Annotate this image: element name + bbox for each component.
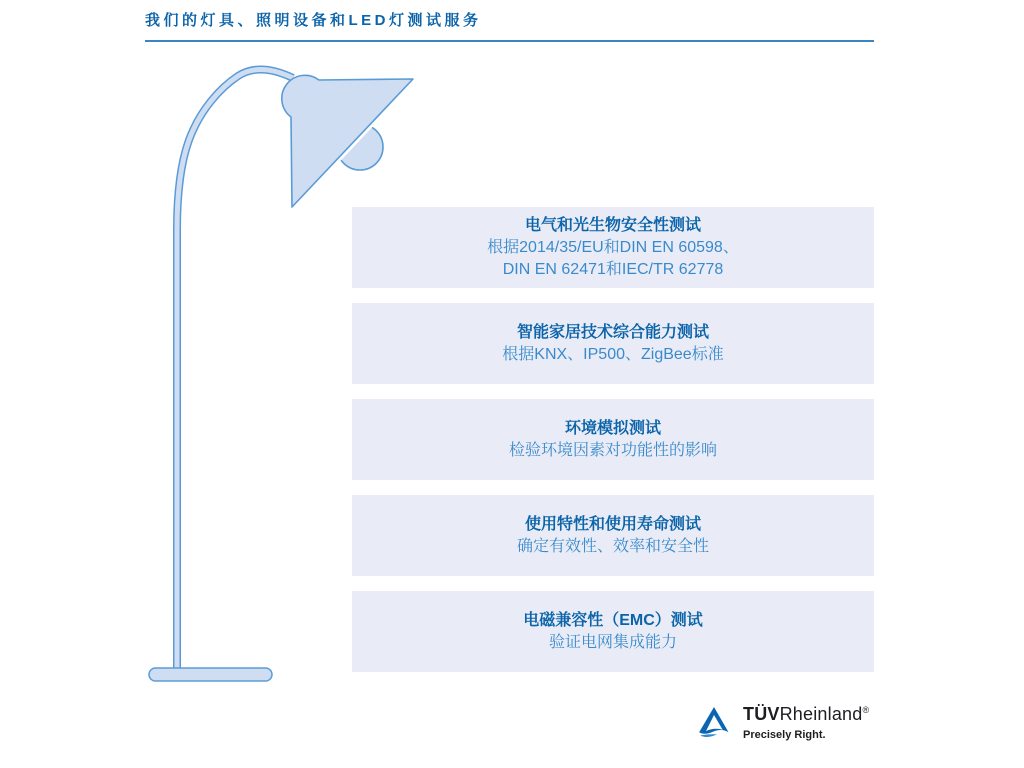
registered-mark-icon: ® [862, 705, 870, 715]
tuv-triangle-icon [698, 706, 730, 740]
service-description-line: 根据2014/35/EU和DIN EN 60598、 [487, 238, 739, 256]
logo-brand-rheinland: Rheinland [779, 704, 863, 724]
lamp-shade [282, 75, 413, 207]
service-box-smart-home [352, 303, 874, 384]
tuv-rheinland-logo [698, 704, 869, 741]
logo-tagline: Precisely Right. [743, 729, 826, 741]
service-title: 使用特性和使用寿命测试 [524, 515, 701, 533]
services-list [352, 207, 874, 672]
service-box-environmental-simulation [352, 399, 874, 480]
service-description-line: 检验环境因素对功能性的影响 [508, 441, 717, 459]
logo-brand [743, 704, 869, 725]
lamp-pole-outline [177, 69, 293, 669]
lamp-pole-fill [177, 69, 293, 669]
service-box-emc-testing [352, 591, 874, 672]
service-title: 智能家居技术综合能力测试 [516, 323, 709, 341]
logo-brand-tuv: TÜV [743, 704, 780, 724]
service-description-line: 根据KNX、IP500、ZigBee标准 [502, 345, 724, 363]
service-description-line: 验证电网集成能力 [548, 633, 677, 651]
lamp-base [149, 668, 272, 681]
service-box-lifetime-testing [352, 495, 874, 576]
service-title: 电气和光生物安全性测试 [524, 216, 701, 234]
title-divider [145, 40, 874, 42]
lamp-shade-gap [282, 75, 413, 207]
page-title: 我们的灯具、照明设备和LED灯测试服务 [145, 12, 482, 29]
service-box-electrical-photobiological-safety [352, 207, 874, 288]
service-title: 环境模拟测试 [564, 419, 661, 437]
bulb-icon [337, 124, 383, 170]
logo-text [743, 704, 869, 741]
service-description-line: DIN EN 62471和IEC/TR 62778 [502, 260, 724, 278]
service-description-line: 确定有效性、效率和安全性 [516, 537, 709, 555]
service-title: 电磁兼容性（EMC）测试 [523, 611, 703, 629]
